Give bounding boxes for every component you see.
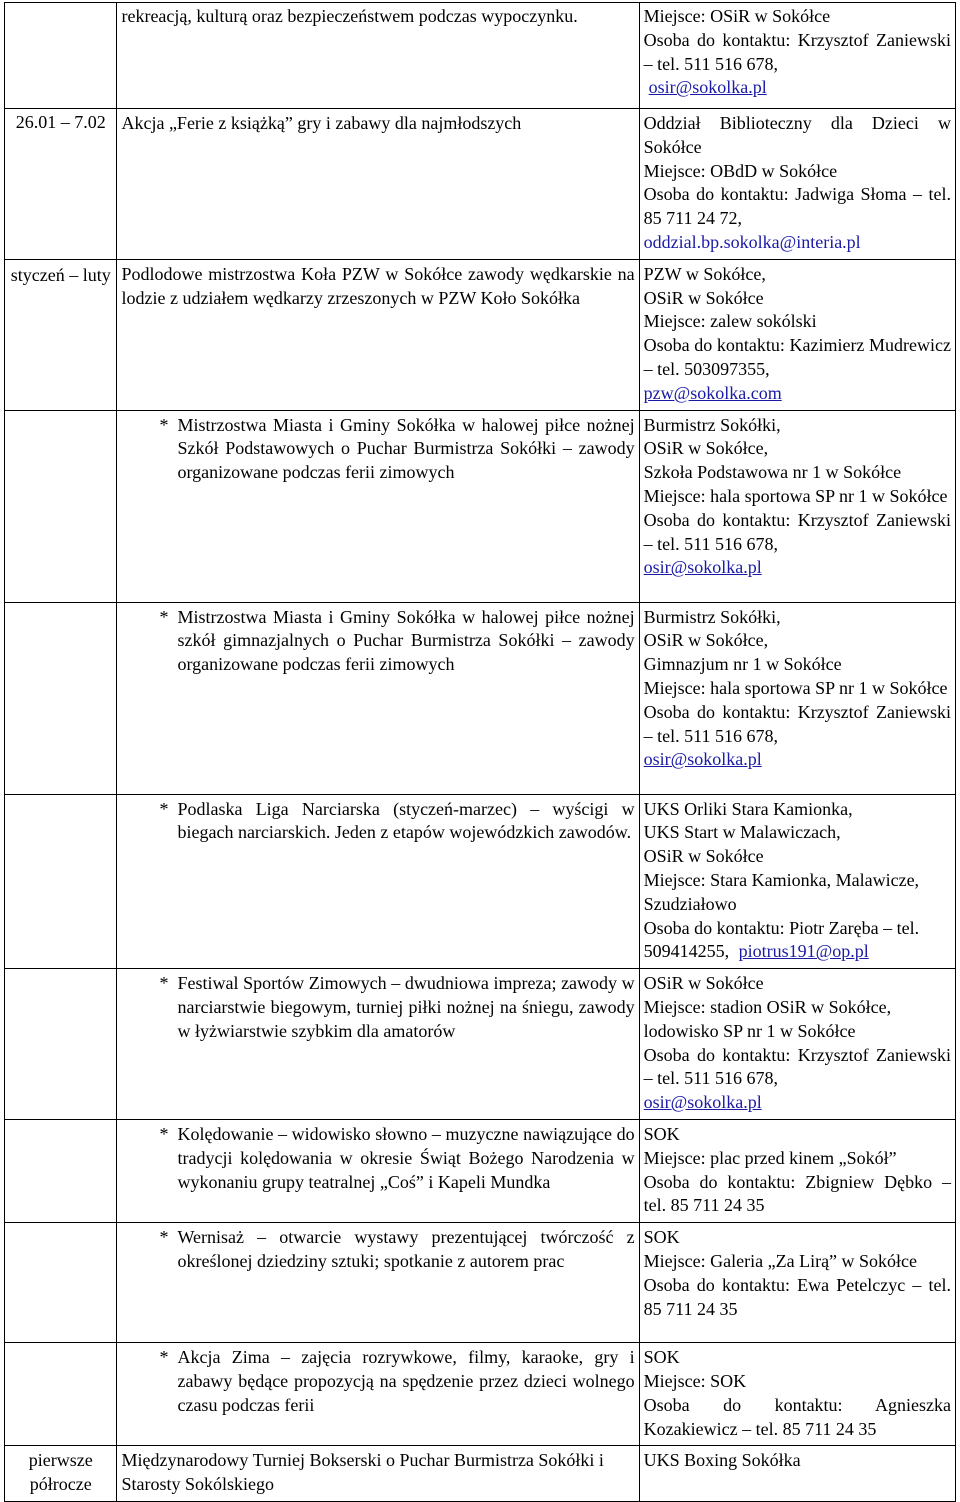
description-cell — [117, 969, 639, 1120]
organizer-line: OSiR w Sokółce, — [643, 630, 769, 651]
organizer-line: SOK — [643, 1123, 680, 1144]
organizer-line: Burmistrz Sokółki, — [643, 606, 781, 627]
table-row — [5, 410, 956, 602]
description-cell — [117, 794, 639, 969]
organizer-cell — [639, 109, 955, 260]
bullet-marker: * — [159, 798, 169, 819]
table-row — [5, 794, 956, 969]
date-cell — [5, 794, 117, 969]
event-description: Mistrzostwa Miasta i Gminy Sokółka w halowej piłce nożnej Szkół Podstawowych o Puchar Burmistrza Sokółki – zawody organizowane podczas ferii zimowych — [177, 414, 635, 483]
organizer-cell — [639, 969, 955, 1120]
organizer-line: OSiR w Sokółce — [643, 846, 764, 867]
description-cell — [117, 1223, 639, 1343]
table-row — [5, 1343, 956, 1446]
email-link[interactable]: pzw@sokolka.com — [643, 382, 782, 403]
organizer-line: OSiR w Sokółce, — [643, 438, 769, 459]
table-row — [5, 602, 956, 794]
date-cell: pierwsze półrocze — [5, 1446, 117, 1502]
organizer-cell — [639, 3, 955, 109]
table-row — [5, 969, 956, 1120]
organizer-line: Osoba do kontaktu: Krzysztof Zaniewski – tel. 511 516 678, — [643, 29, 951, 74]
organizer-line: Miejsce: hala sportowa SP nr 1 w Sokółce — [643, 485, 948, 506]
email-link[interactable]: piotrus191@op.pl — [738, 941, 869, 962]
bullet-marker: * — [159, 414, 169, 435]
organizer-line: UKS Orliki Stara Kamionka, — [643, 798, 853, 819]
date-cell: 26.01 – 7.02 — [5, 109, 117, 260]
organizer-line: SOK — [643, 1227, 680, 1248]
organizer-cell — [639, 794, 955, 969]
organizer-line: Oddział Biblioteczny dla Dzieci w Sokółce — [643, 113, 951, 157]
description-cell — [117, 1119, 639, 1222]
organizer-line: SOK — [643, 1347, 680, 1368]
organizer-line: Miejsce: zalew sokólski — [643, 311, 817, 332]
event-description: Podlaska Liga Narciarska (styczeń-marzec) – wyścigi w biegach narciarskich. Jeden z etapów wojewódzkich zawodów. — [177, 798, 635, 843]
description-cell — [117, 1343, 639, 1446]
description-cell — [117, 602, 639, 794]
organizer-line: OSiR w Sokółce — [643, 287, 764, 308]
email-link[interactable]: osir@sokolka.pl — [643, 749, 762, 770]
organizer-line: Miejsce: OSiR w Sokółce — [643, 6, 831, 26]
event-description: Festiwal Sportów Zimowych – dwudniowa impreza; zawody w narciarstwie biegowym, turniej piłki nożnej na śniegu, zawody w łyżwiarstwie szybkim dla amatorów — [177, 973, 635, 1041]
organizer-line: Miejsce: stadion OSiR w Sokółce, lodowisko SP nr 1 w Sokółce — [643, 996, 892, 1041]
bullet-marker: * — [159, 1227, 169, 1248]
bullet-marker: * — [159, 606, 169, 627]
organizer-line: Osoba do kontaktu: Piotr Zaręba – tel. 509414255, — [643, 917, 920, 962]
bullet-marker: * — [159, 973, 169, 994]
bullet-marker: * — [159, 1347, 169, 1368]
organizer-line: OSiR w Sokółce — [643, 973, 764, 994]
date-cell — [5, 1119, 117, 1222]
event-description: Akcja Zima – zajęcia rozrywkowe, filmy, karaoke, gry i zabawy będące propozycją na spędzenie przez dzieci wolnego czasu podczas ferii — [177, 1347, 635, 1415]
event-description: Wernisaż – otwarcie wystawy prezentującej twórczość z określonej dziedziny sztuki; spotkanie z autorem prac — [177, 1227, 635, 1271]
organizer-line: Gimnazjum nr 1 w Sokółce — [643, 654, 842, 675]
organizer-line: UKS Start w Malawiczach, — [643, 822, 841, 843]
organizer-cell — [639, 1119, 955, 1222]
event-description: Mistrzostwa Miasta i Gminy Sokółka w halowej piłce nożnej szkół gimnazjalnych o Puchar Burmistrza Sokółki – zawody organizowane podczas ferii zimowych — [177, 606, 635, 675]
organizer-line: Osoba do kontaktu: Krzysztof Zaniewski – tel. 511 516 678, — [643, 509, 951, 554]
table-row — [5, 1446, 956, 1502]
date-cell — [5, 1343, 117, 1446]
date-cell — [5, 410, 117, 602]
date-cell: styczeń – luty — [5, 259, 117, 410]
organizer-line: Miejsce: OBdD w Sokółce — [643, 160, 838, 181]
email-link[interactable]: osir@sokolka.pl — [643, 557, 762, 578]
organizer-line: Osoba do kontaktu: Ewa Petelczyc – tel. 85 711 24 35 — [643, 1274, 951, 1319]
email-link[interactable]: oddzial.bp.sokolka@interia.pl — [643, 231, 861, 252]
description-cell — [117, 410, 639, 602]
table-row — [5, 109, 956, 260]
organizer-cell — [639, 259, 955, 410]
organizer-cell — [639, 1343, 955, 1446]
table-row — [5, 1223, 956, 1343]
date-cell — [5, 602, 117, 794]
description-cell: rekreacją, kulturą oraz bezpieczeństwem podczas wypoczynku. — [117, 3, 639, 109]
organizer-line: Osoba do kontaktu: Agnieszka Kozakiewicz – tel. 85 711 24 35 — [643, 1394, 951, 1439]
organizer-line: Osoba do kontaktu: Krzysztof Zaniewski – tel. 511 516 678, — [643, 701, 951, 746]
organizer-line: Miejsce: SOK — [643, 1370, 747, 1391]
events-table — [4, 2, 956, 1502]
organizer-line: PZW w Sokółce, — [643, 263, 766, 284]
organizer-line: Osoba do kontaktu: Zbigniew Dębko – tel. 85 711 24 35 — [643, 1171, 951, 1216]
organizer-cell — [639, 1223, 955, 1343]
description-cell: Międzynarodowy Turniej Bokserski o Puchar Burmistrza Sokółki i Starosty Sokólskiego — [117, 1446, 639, 1502]
table-row — [5, 259, 956, 410]
organizer-line: Osoba do kontaktu: Jadwiga Słoma – tel. 85 711 24 72, — [643, 184, 951, 229]
organizer-line: Miejsce: Stara Kamionka, Malawicze, Szudziałowo — [643, 869, 920, 914]
organizer-cell — [639, 1446, 955, 1502]
organizer-line: Osoba do kontaktu: Kazimierz Mudrewicz – tel. 503097355, — [643, 335, 951, 379]
description-cell: Akcja „Ferie z książką” gry i zabawy dla najmłodszych — [117, 109, 639, 260]
date-cell — [5, 1223, 117, 1343]
event-description: Kolędowanie – widowisko słowno – muzyczne nawiązujące do tradycji kolędowania w okresie Świąt Bożego Narodzenia w wykonaniu grupy teatralnej „Coś” i Kapeli Mundka — [177, 1123, 635, 1192]
organizer-cell — [639, 410, 955, 602]
organizer-line: Miejsce: plac przed kinem „Sokół” — [643, 1147, 897, 1168]
organizer-line: Burmistrz Sokółki, — [643, 414, 781, 435]
date-cell — [5, 3, 117, 109]
organizer-cell — [639, 602, 955, 794]
organizer-line: UKS Boxing Sokółka — [643, 1450, 801, 1471]
date-cell — [5, 969, 117, 1120]
email-link[interactable]: osir@sokolka.pl — [643, 1092, 762, 1113]
organizer-line: Osoba do kontaktu: Krzysztof Zaniewski – tel. 511 516 678, — [643, 1044, 951, 1089]
table-row — [5, 1119, 956, 1222]
organizer-line: Miejsce: hala sportowa SP nr 1 w Sokółce — [643, 677, 948, 698]
email-link[interactable]: osir@sokolka.pl — [648, 77, 767, 98]
description-cell: Podlodowe mistrzostwa Koła PZW w Sokółce zawody wędkarskie na lodzie z udziałem wędkarzy zrzeszonych w PZW Koło Sokółka — [117, 259, 639, 410]
organizer-line: Szkoła Podstawowa nr 1 w Sokółce — [643, 462, 902, 483]
table-row — [5, 3, 956, 109]
organizer-line: Miejsce: Galeria „Za Lirą” w Sokółce — [643, 1250, 918, 1271]
bullet-marker: * — [159, 1123, 169, 1144]
